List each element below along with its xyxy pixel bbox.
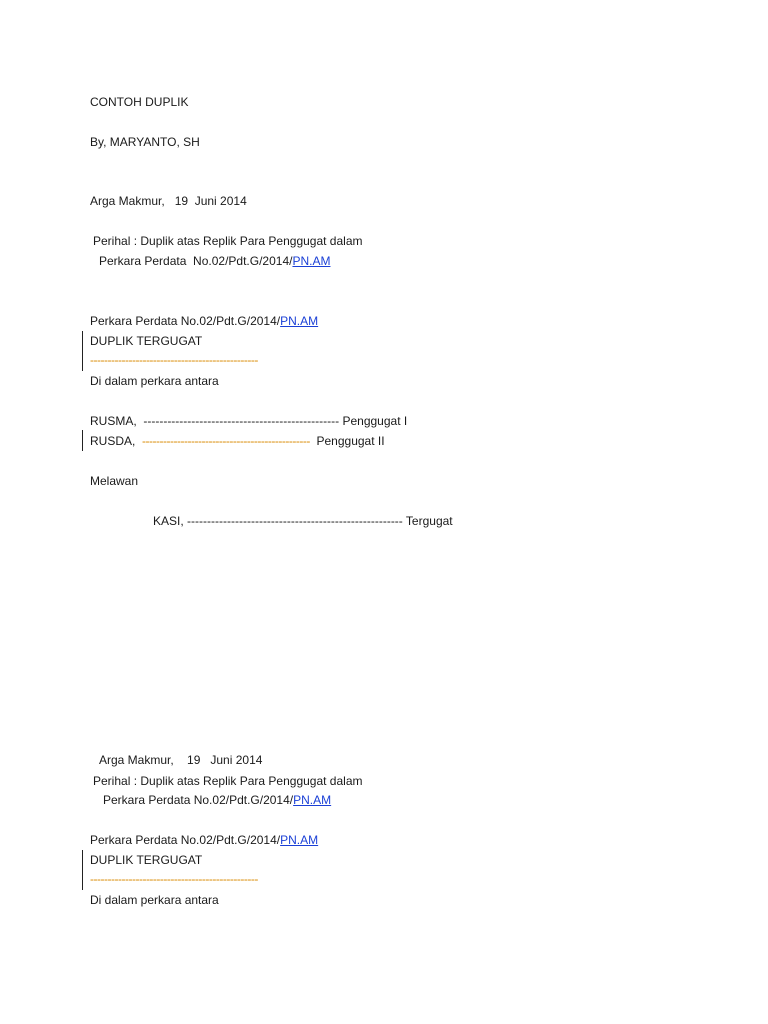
case-number-line-2 [90, 832, 318, 848]
pn-am-link[interactable]: PN.AM [280, 833, 319, 847]
pn-am-link[interactable]: PN.AM [292, 254, 331, 268]
party-penggugat-1: RUSMA, ------------------------------------------------- Penggugat I [90, 414, 408, 428]
heading-duplik-tergugat: DUPLIK TERGUGAT [90, 334, 203, 348]
party2-dashes: ------------------------------------------------ [142, 434, 310, 448]
intro-line-2: Di dalam perkara antara [90, 893, 219, 907]
case-number-line [90, 313, 318, 329]
author-line: By, MARYANTO, SH [90, 135, 200, 149]
heading-duplik-tergugat-2: DUPLIK TERGUGAT [90, 853, 203, 867]
perihal-case-text-2: Perkara Perdata No.02/Pdt.G/2014/ [103, 793, 294, 807]
document-title: CONTOH DUPLIK [90, 95, 189, 109]
party-tergugat: KASI, ------------------------------------------------------ Tergugat [153, 514, 453, 528]
perihal-line-2: Perihal : Duplik atas Replik Para Penggugat dalam [93, 774, 363, 788]
change-bar [82, 850, 83, 890]
case-number-text: Perkara Perdata No.02/Pdt.G/2014/ [90, 314, 281, 328]
change-bar [82, 331, 83, 371]
date-line: Arga Makmur, 19 Juni 2014 [90, 194, 247, 208]
change-bar [82, 430, 83, 451]
party-penggugat-2 [90, 433, 385, 449]
date-line-2: Arga Makmur, 19 Juni 2014 [99, 753, 263, 767]
party2-role: Penggugat II [309, 434, 385, 448]
perihal-case-text: Perkara Perdata No.02/Pdt.G/2014/ [99, 254, 293, 268]
party2-name: RUSDA, [90, 434, 143, 448]
versus-line: Melawan [90, 474, 139, 488]
pn-am-link[interactable]: PN.AM [293, 793, 332, 807]
case-number-text-2: Perkara Perdata No.02/Pdt.G/2014/ [90, 833, 281, 847]
perihal-case-line-2 [103, 792, 331, 808]
intro-line: Di dalam perkara antara [90, 374, 219, 388]
pn-am-link[interactable]: PN.AM [280, 314, 319, 328]
perihal-line: Perihal : Duplik atas Replik Para Penggugat dalam [93, 234, 363, 248]
heading-underline-2: ------------------------------------------------ [90, 872, 258, 886]
heading-underline: ------------------------------------------------ [90, 353, 258, 367]
perihal-case-line [99, 253, 330, 269]
